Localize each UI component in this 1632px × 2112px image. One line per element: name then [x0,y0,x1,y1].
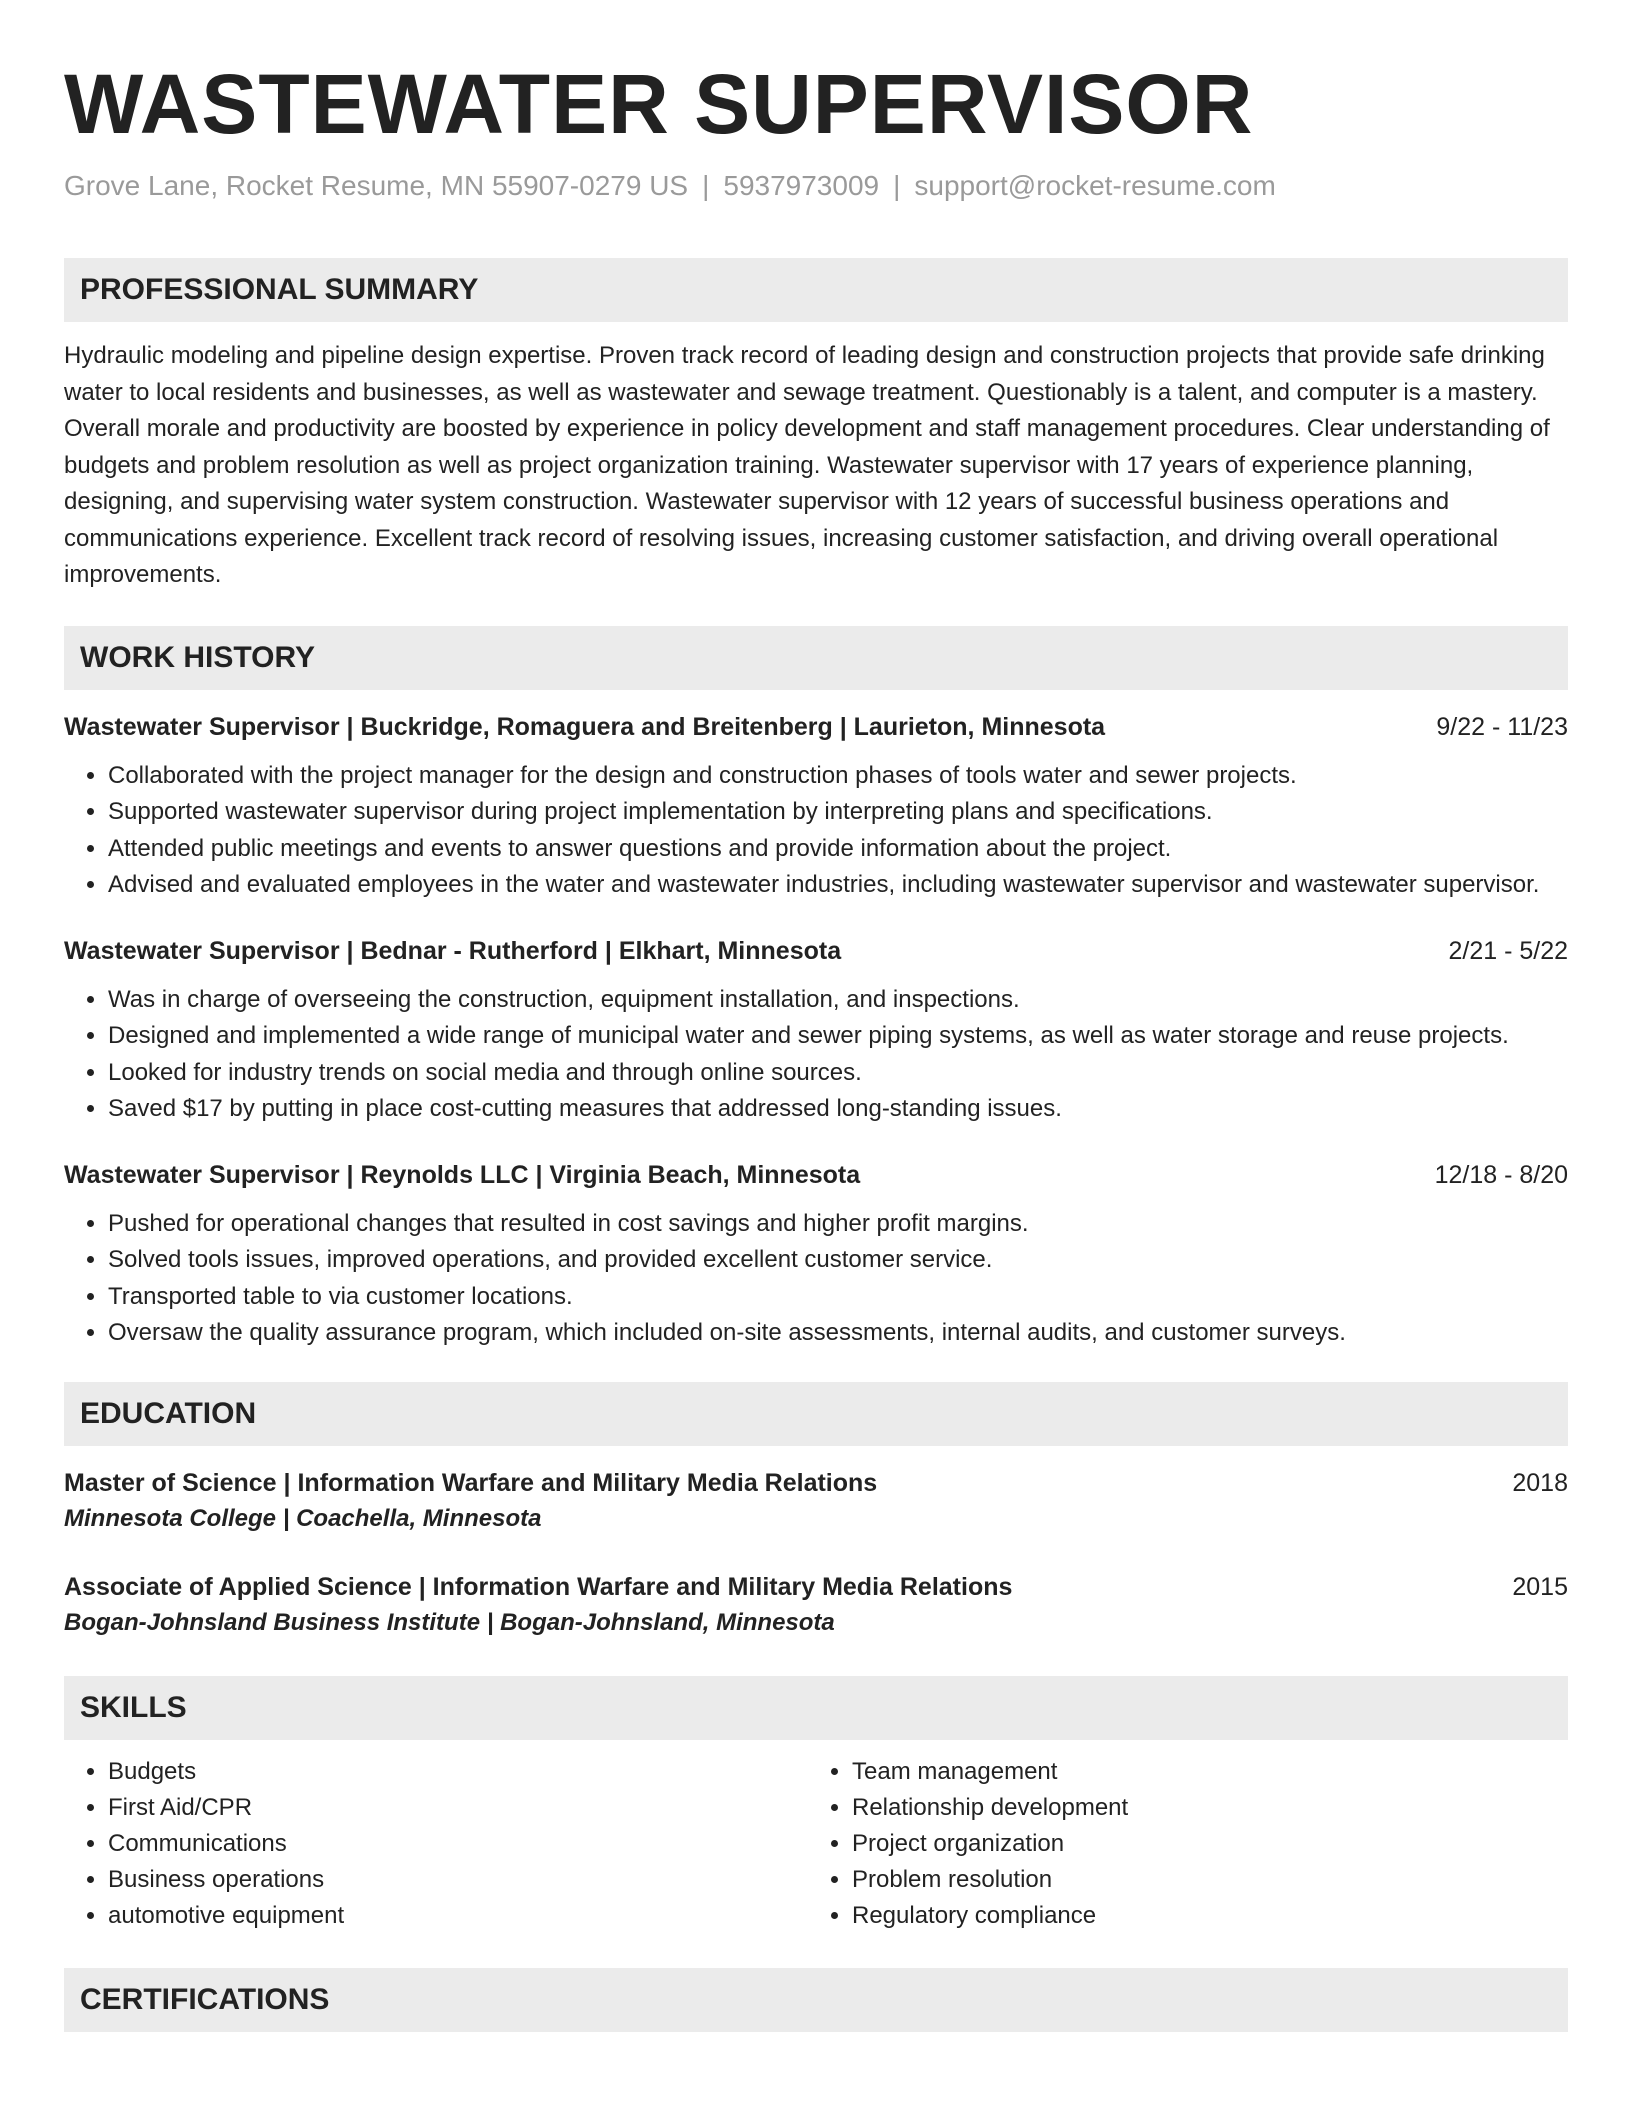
skill-item: • Problem resolution [852,1862,1552,1898]
job-bullet: • Supported wastewater supervisor during project implementation by interpreting plans and specifications. [108,794,1568,831]
skill-item: • First Aid/CPR [108,1790,808,1826]
section-heading-work-history: WORK HISTORY [64,626,1568,690]
skill-item: • Communications [108,1826,808,1862]
education-school: Minnesota College | Coachella, Minnesota [64,1504,542,1532]
section-heading-education: EDUCATION [64,1382,1568,1446]
education-degree: Associate of Applied Science | Information Warfare and Military Media Relations [64,1572,1013,1601]
education-year: 2015 [1512,1572,1568,1601]
skill-item: • automotive equipment [108,1898,808,1934]
job-bullet: • Collaborated with the project manager for the design and construction phases of tools water and sewer projects. [108,758,1568,795]
job-header [64,710,1568,744]
skill-item: • Budgets [108,1754,808,1790]
summary-text: Hydraulic modeling and pipeline design expertise. Proven track record of leading design and construction projects that provide safe drinking water to local residents and businesses, as well as wastewater and sewage treatment. Questionably is a talent, and computer is a mastery. Overall morale and productivity are boosted by experience in policy development and staff management procedures. Clear understanding of budgets and problem resolution as well as project organization training. Wastewater supervisor with 17 years of experience planning, designing, and supervising water system construction. Wastewater supervisor with 12 years of successful business operations and communications experience. Excellent track record of resolving issues, increasing customer satisfaction, and driving overall operational improvements. [64,342,1550,588]
education-header [64,1466,1568,1500]
skills-grid [64,1754,1568,1934]
job-bullet: • Advised and evaluated employees in the water and wastewater industries, including wastewater supervisor and wastewater supervisor. [108,867,1568,904]
job-bullet: • Oversaw the quality assurance program, which included on-site assessments, internal audits, and customer surveys. [108,1315,1568,1352]
contact-separator: | [893,170,901,201]
skills-list-left [64,1754,808,1934]
section-heading-summary: PROFESSIONAL SUMMARY [64,258,1568,322]
education-school: Bogan-Johnsland Business Institute | Bogan-Johnsland, Minnesota [64,1608,835,1636]
job-bullet: • Transported table to via customer locations. [108,1279,1568,1316]
education-year: 2018 [1512,1468,1568,1497]
skill-item: • Business operations [108,1862,808,1898]
candidate-name: WASTEWATER SUPERVISOR [64,57,1254,151]
job-bullets [64,1206,1568,1352]
job-dates: 2/21 - 5/22 [1448,936,1568,965]
job-entry [64,710,1568,904]
job-bullets [64,758,1568,904]
job-bullet: • Solved tools issues, improved operations, and provided excellent customer service. [108,1242,1568,1279]
education-entry [64,1466,1568,1538]
contact-line [64,168,1568,204]
skill-item: • Regulatory compliance [852,1898,1552,1934]
job-header [64,1158,1568,1192]
contact-separator: | [702,170,710,201]
skills-list-right [808,1754,1552,1934]
job-title: Wastewater Supervisor | Reynolds LLC | Virginia Beach, Minnesota [64,1160,861,1189]
job-entry [64,1158,1568,1352]
contact-phone: 5937973009 [723,170,880,201]
skill-item: • Relationship development [852,1790,1552,1826]
contact-address: Grove Lane, Rocket Resume, MN 55907-0279 US [64,170,689,201]
job-bullet: • Pushed for operational changes that resulted in cost savings and higher profit margins. [108,1206,1568,1243]
job-title: Wastewater Supervisor | Buckridge, Romaguera and Breitenberg | Laurieton, Minnesota [64,712,1106,741]
job-header [64,934,1568,968]
job-bullet: • Saved $17 by putting in place cost-cutting measures that addressed long-standing issues. [108,1091,1568,1128]
education-entry [64,1570,1568,1642]
job-bullet: • Designed and implemented a wide range of municipal water and sewer piping systems, as well as water storage and reuse projects. [108,1018,1568,1055]
job-bullet: • Attended public meetings and events to answer questions and provide information about the project. [108,831,1568,868]
section-heading-certifications: CERTIFICATIONS [64,1968,1568,2032]
contact-email[interactable]: support@rocket-resume.com [914,170,1276,201]
education-header [64,1570,1568,1604]
job-entry [64,934,1568,1128]
skill-item: • Team management [852,1754,1552,1790]
job-dates: 12/18 - 8/20 [1434,1160,1568,1189]
job-title: Wastewater Supervisor | Bednar - Rutherford | Elkhart, Minnesota [64,936,842,965]
section-heading-skills: SKILLS [64,1676,1568,1740]
education-degree: Master of Science | Information Warfare and Military Media Relations [64,1468,878,1497]
job-bullets [64,982,1568,1128]
job-bullet: • Looked for industry trends on social media and through online sources. [108,1055,1568,1092]
job-dates: 9/22 - 11/23 [1436,712,1568,741]
skill-item: • Project organization [852,1826,1552,1862]
job-bullet: • Was in charge of overseeing the construction, equipment installation, and inspections. [108,982,1568,1019]
